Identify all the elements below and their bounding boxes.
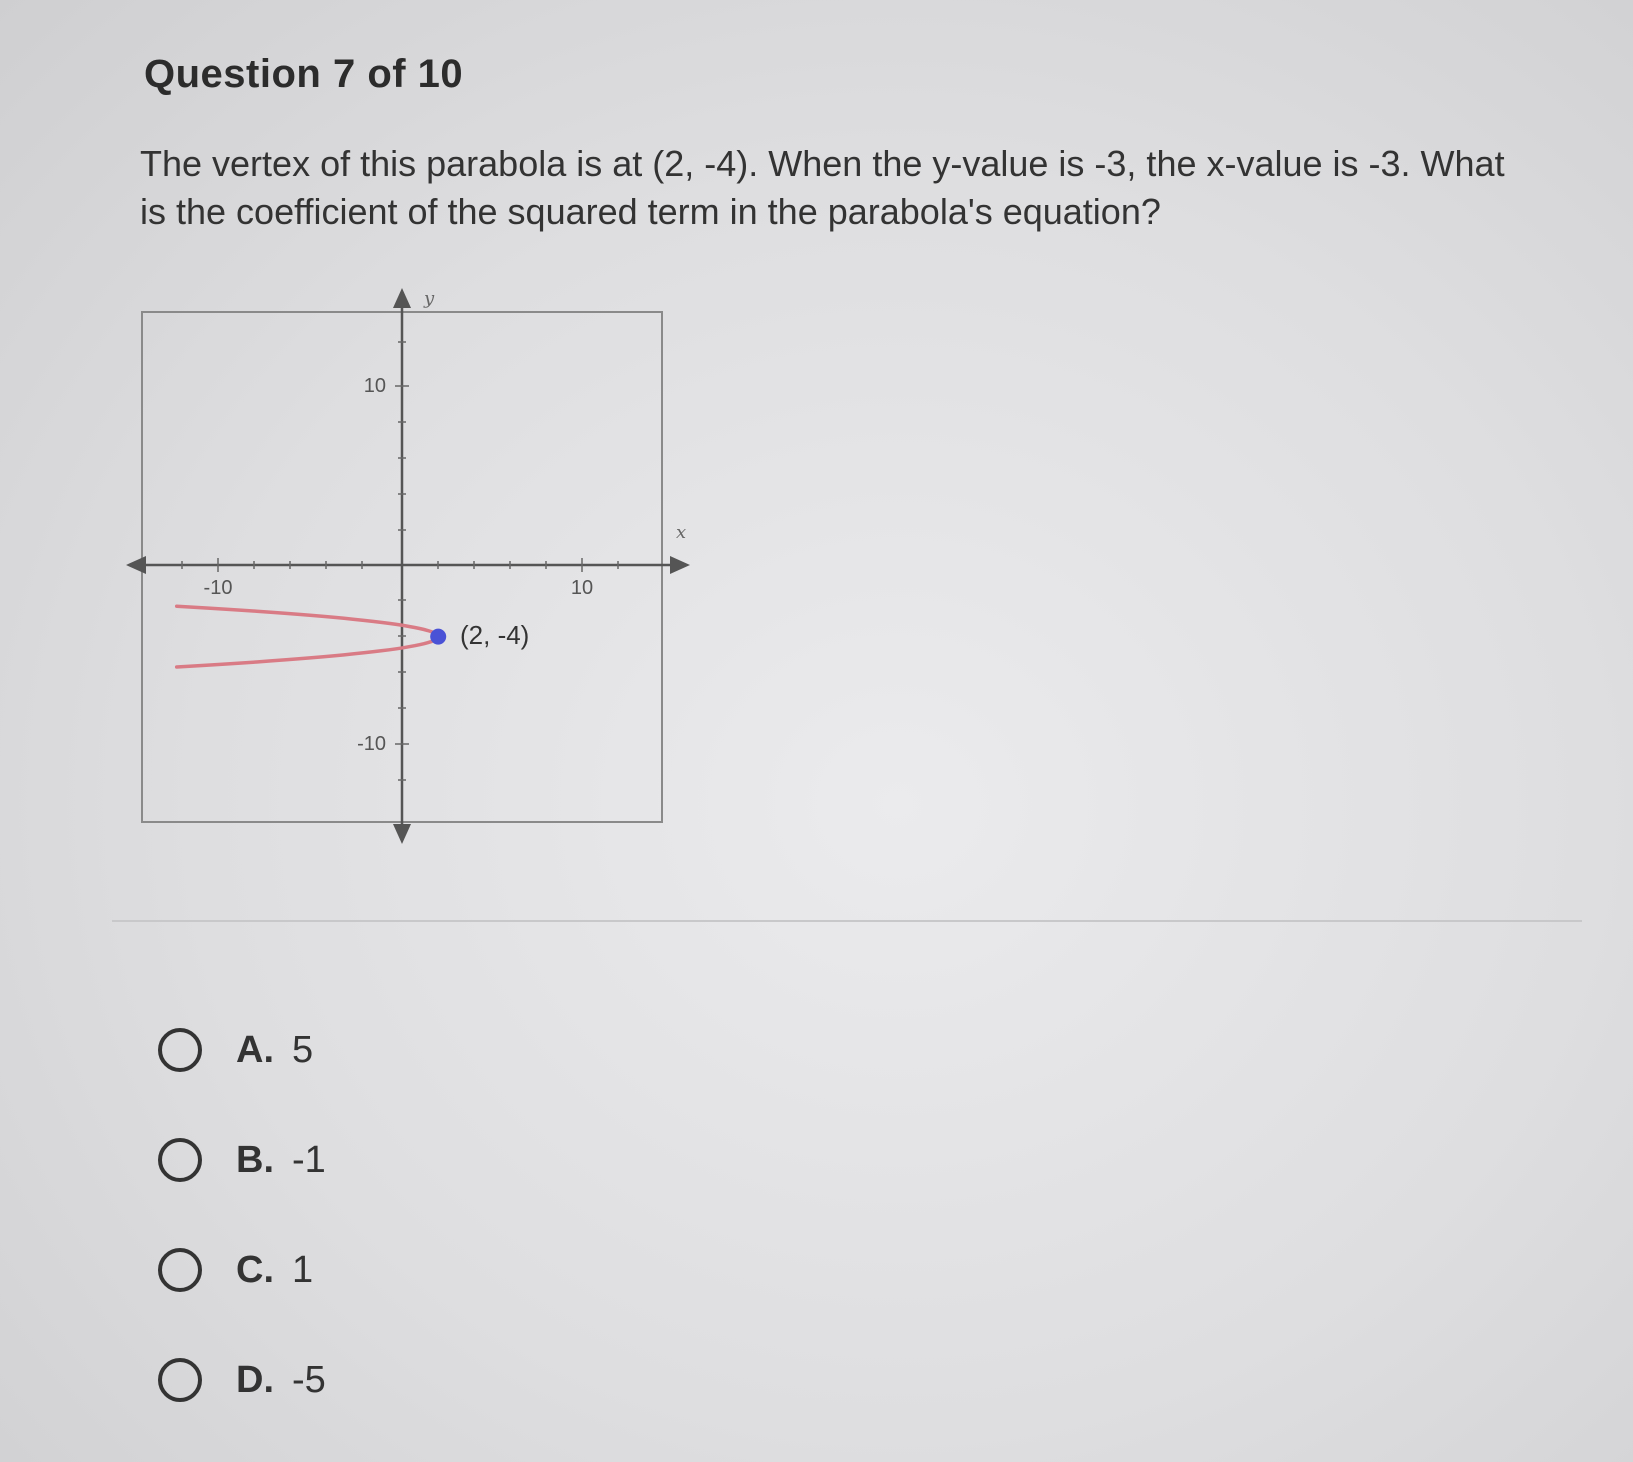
axis-ticks xyxy=(182,342,618,780)
radio-button[interactable] xyxy=(158,1248,202,1292)
choice-value: 5 xyxy=(292,1028,314,1071)
tick-label-x-neg: -10 xyxy=(203,577,233,599)
choice-value: -1 xyxy=(292,1138,326,1181)
choice-a[interactable] xyxy=(158,995,326,1105)
choice-letter: B. xyxy=(236,1138,274,1181)
divider xyxy=(112,920,1582,922)
vertex-label: (2, -4) xyxy=(460,620,530,650)
choice-letter: D. xyxy=(236,1358,274,1401)
y-axis-arrow-up xyxy=(393,288,411,308)
question-header: Question 7 of 10 xyxy=(144,52,464,96)
vertex-point xyxy=(430,629,446,645)
choice-value: 1 xyxy=(292,1248,314,1291)
tick-label-y-pos: 10 xyxy=(363,375,386,397)
choice-letter: C. xyxy=(236,1248,274,1291)
x-axis-arrow-right xyxy=(670,556,690,574)
choice-value: -5 xyxy=(292,1358,326,1401)
tick-label-y-neg: -10 xyxy=(357,733,386,755)
x-axis-label: x xyxy=(676,522,687,543)
x-axis-arrow-left xyxy=(126,556,146,574)
radio-button[interactable] xyxy=(158,1358,202,1402)
answer-choices xyxy=(158,995,326,1435)
y-axis-arrow-down xyxy=(393,824,411,844)
parabola-graph xyxy=(120,282,700,862)
choice-b[interactable] xyxy=(158,1105,326,1215)
radio-button[interactable] xyxy=(158,1138,202,1182)
y-axis-label: y xyxy=(424,288,435,309)
radio-button[interactable] xyxy=(158,1028,202,1072)
choice-d[interactable] xyxy=(158,1325,326,1435)
question-text: The vertex of this parabola is at (2, -4). When the y-value is -3, the x-value is -3. What is the coefficient of the squared term in the parabola's equation? xyxy=(140,143,1505,232)
choice-letter: A. xyxy=(236,1028,274,1071)
choice-c[interactable] xyxy=(158,1215,326,1325)
tick-label-x-pos: 10 xyxy=(570,577,594,599)
